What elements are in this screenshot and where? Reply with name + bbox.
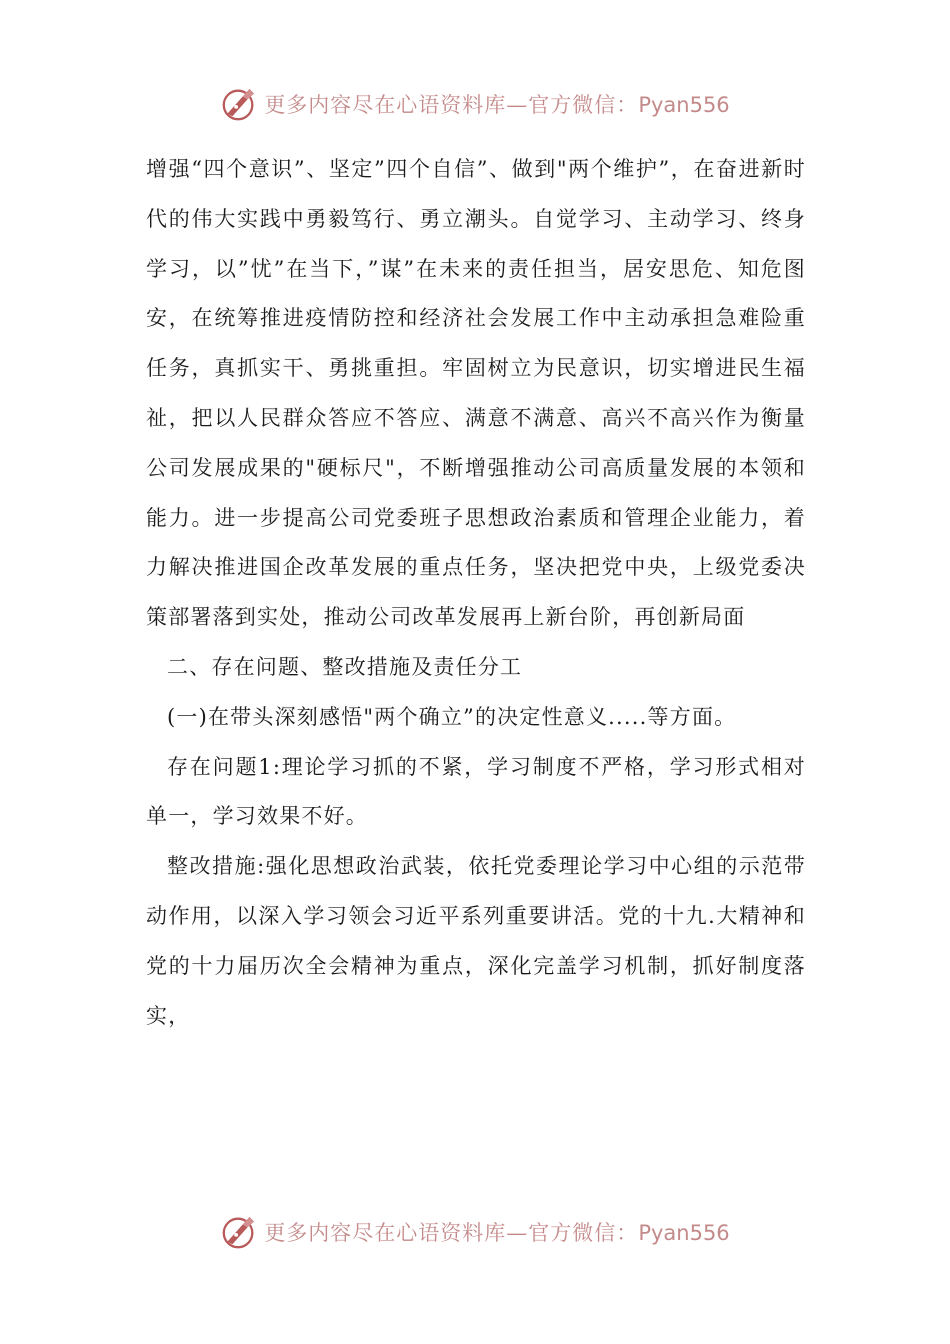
wechat-id: Pyan556: [638, 1221, 730, 1245]
problem-paragraph: 存在问题1:理论学习抓的不紧，学习制度不严格，学习形式相对单一，学习效果不好。: [146, 754, 806, 829]
watermark-text: 更多内容尽在心语资料库—官方微信：Pyan556: [264, 1221, 730, 1245]
watermark-text: 更多内容尽在心语资料库—官方微信：Pyan556: [264, 93, 730, 117]
header-watermark: [0, 82, 950, 126]
document-body: [146, 145, 806, 1041]
wechat-id: Pyan556: [638, 93, 730, 117]
section-heading: 二、存在问题、整改措施及责任分工: [167, 654, 523, 679]
footer-watermark: [0, 1210, 950, 1254]
paragraph-commitment: 增强“四个意识”、坚定”四个自信”、做到"两个维护”，在奋进新时代的伟大实践中勇毅笃行、勇立潮头。自觉学习、主动学习、终身学习，以”忧”在当下，”谋”在未来的责任担当，居安思危、知危图安，在统筹推进疫情防控和经济社会发展工作中主动承担急难险重任务，真抓实干、勇挑重担。牢固树立为民意识，切实增进民生福祉，把以人民群众答应不答应、满意不满意、高兴不高兴作为衡量公司发展成果的"硬标尺"，不断增强推动公司高质量发展的本领和能力。进一步提高公司党委班子思想政治素质和管理企业能力，着力解决推进国企改革发展的重点任务，坚决把党中央，上级党委决策部署落到实处，推动公司改革发展再上新台阶，再创新局面: [146, 157, 806, 630]
pen-nib-logo-icon: [220, 85, 258, 123]
pen-nib-logo-icon: [220, 1213, 258, 1251]
measures-paragraph: 整改措施:强化思想政治武装，依托党委理论学习中心组的示范带动作用，以深入学习领会习近平系列重要讲活。党的十九.大精神和党的十力届历次全会精神为重点，深化完盖学习机制，抓好制度落实，: [146, 854, 806, 1028]
subsection-heading: (一)在带头深刻感悟"两个确立”的决定性意义.....等方面。: [167, 704, 737, 729]
